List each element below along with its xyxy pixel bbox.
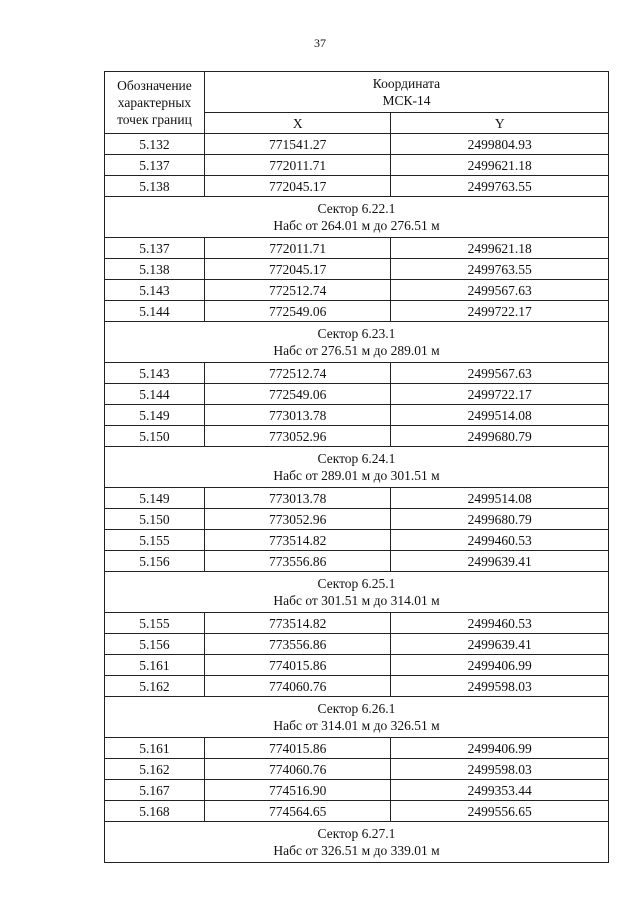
point-cell: 5.138 [105,259,205,280]
y-coordinate-cell: 2499621.18 [391,155,609,176]
table-row [105,551,609,572]
sector-range: Набс от 326.51 м до 339.01 м [273,843,440,858]
point-label-line1: Обозначение [117,78,192,93]
x-coordinate-cell: 771541.27 [204,134,391,155]
x-coordinate-cell: 774015.86 [204,655,391,676]
x-coordinate-cell: 773556.86 [204,634,391,655]
y-coordinate-cell: 2499639.41 [391,551,609,572]
x-coordinate-cell: 772512.74 [204,363,391,384]
x-coordinate-cell: 773052.96 [204,509,391,530]
point-cell: 5.161 [105,738,205,759]
point-cell: 5.156 [105,634,205,655]
y-coordinate-cell: 2499680.79 [391,509,609,530]
table-row [105,738,609,759]
point-cell: 5.150 [105,509,205,530]
sector-header [105,572,609,613]
coordinate-header [204,72,608,113]
point-cell: 5.155 [105,613,205,634]
y-coordinate-cell: 2499639.41 [391,634,609,655]
x-coordinate-cell: 773013.78 [204,405,391,426]
table-row [105,780,609,801]
point-cell: 5.138 [105,176,205,197]
table-row [105,530,609,551]
sector-header [105,197,609,238]
table-row [105,363,609,384]
page-number: 37 [314,36,326,50]
sector-title: Сектор 6.26.1 [317,701,396,716]
x-coordinate-cell: 772011.71 [204,238,391,259]
sector-title: Сектор 6.22.1 [317,201,396,216]
point-cell: 5.144 [105,384,205,405]
sector-range: Набс от 289.01 м до 301.51 м [273,468,440,483]
table-row [105,176,609,197]
x-coordinate-cell: 772549.06 [204,301,391,322]
sector-header [105,447,609,488]
sector-title: Сектор 6.23.1 [317,326,396,341]
point-column-header [105,72,205,134]
x-coordinate-cell: 773013.78 [204,488,391,509]
sector-range: Набс от 301.51 м до 314.01 м [273,593,440,608]
point-cell: 5.149 [105,488,205,509]
sector-header-row [105,322,609,363]
x-coordinate-cell: 774564.65 [204,801,391,822]
y-coordinate-cell: 2499514.08 [391,488,609,509]
table-row [105,134,609,155]
y-coordinate-cell: 2499763.55 [391,176,609,197]
sector-header-row [105,572,609,613]
table-row [105,384,609,405]
x-coordinate-cell: 772011.71 [204,155,391,176]
y-coordinate-cell: 2499556.65 [391,801,609,822]
x-coordinate-cell: 772045.17 [204,259,391,280]
point-cell: 5.132 [105,134,205,155]
point-label-line2: характерных [117,95,192,110]
y-coordinate-cell: 2499722.17 [391,301,609,322]
point-cell: 5.143 [105,363,205,384]
y-coordinate-cell: 2499722.17 [391,384,609,405]
table-row [105,488,609,509]
x-coordinate-cell: 772512.74 [204,280,391,301]
sector-header-row [105,197,609,238]
y-coordinate-cell: 2499460.53 [391,613,609,634]
sector-header [105,322,609,363]
coordinate-system: МСК-14 [382,93,431,108]
x-coordinate-cell: 774060.76 [204,676,391,697]
y-coordinate-cell: 2499598.03 [391,676,609,697]
x-coordinate-cell: 773052.96 [204,426,391,447]
point-cell: 5.167 [105,780,205,801]
table-row [105,301,609,322]
x-coordinate-cell: 774015.86 [204,738,391,759]
y-coordinate-cell: 2499598.03 [391,759,609,780]
x-coordinate-cell: 774516.90 [204,780,391,801]
x-coordinate-cell: 772045.17 [204,176,391,197]
point-cell: 5.149 [105,405,205,426]
y-coordinate-cell: 2499763.55 [391,259,609,280]
sector-header-row [105,447,609,488]
y-coordinate-cell: 2499567.63 [391,280,609,301]
table-row [105,655,609,676]
table-row [105,801,609,822]
sector-range: Набс от 264.01 м до 276.51 м [273,218,440,233]
sector-title: Сектор 6.25.1 [317,576,396,591]
sector-range: Набс от 314.01 м до 326.51 м [273,718,440,733]
point-cell: 5.137 [105,238,205,259]
point-label-line3: точек границ [117,112,192,127]
header-row [105,72,609,113]
coordinate-title: Координата [372,76,441,91]
sector-header [105,822,609,863]
coordinates-table-body [105,72,609,863]
table-row [105,426,609,447]
point-cell: 5.137 [105,155,205,176]
table-row [105,280,609,301]
y-coordinate-cell: 2499621.18 [391,238,609,259]
y-coordinate-cell: 2499460.53 [391,530,609,551]
point-cell: 5.162 [105,759,205,780]
sector-header-row [105,822,609,863]
point-cell: 5.155 [105,530,205,551]
point-cell: 5.156 [105,551,205,572]
point-cell: 5.150 [105,426,205,447]
table-row [105,613,609,634]
table-row [105,509,609,530]
table-row [105,634,609,655]
y-coordinate-cell: 2499406.99 [391,738,609,759]
table-row [105,259,609,280]
point-cell: 5.144 [105,301,205,322]
x-coordinate-cell: 774060.76 [204,759,391,780]
x-coordinate-cell: 773556.86 [204,551,391,572]
x-column-header: X [204,113,391,134]
sector-title: Сектор 6.27.1 [317,826,396,841]
sector-header-row [105,697,609,738]
y-coordinate-cell: 2499680.79 [391,426,609,447]
sector-range: Набс от 276.51 м до 289.01 м [273,343,440,358]
y-coordinate-cell: 2499567.63 [391,363,609,384]
point-cell: 5.162 [105,676,205,697]
x-coordinate-cell: 773514.82 [204,613,391,634]
table-row [105,676,609,697]
sector-header [105,697,609,738]
point-cell: 5.143 [105,280,205,301]
y-column-header: Y [391,113,609,134]
point-cell: 5.161 [105,655,205,676]
y-coordinate-cell: 2499406.99 [391,655,609,676]
table-row [105,238,609,259]
table-row [105,759,609,780]
x-coordinate-cell: 772549.06 [204,384,391,405]
y-coordinate-cell: 2499514.08 [391,405,609,426]
sector-title: Сектор 6.24.1 [317,451,396,466]
x-coordinate-cell: 773514.82 [204,530,391,551]
coordinates-table [104,71,609,863]
point-cell: 5.168 [105,801,205,822]
table-row [105,405,609,426]
table-row [105,155,609,176]
y-coordinate-cell: 2499804.93 [391,134,609,155]
y-coordinate-cell: 2499353.44 [391,780,609,801]
